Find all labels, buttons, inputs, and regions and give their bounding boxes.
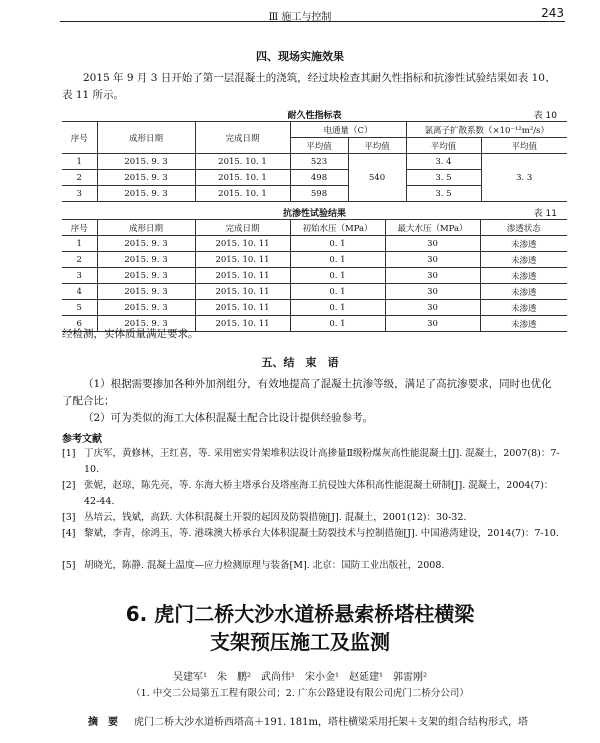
table-10 bbox=[62, 121, 567, 202]
reference-4: [4] 黎斌，李青，徐鸿玉，等. 港珠澳大桥承台大体积混凝土防裂技术与控制措施[J]. 中国港湾建设，2014(7)：7-10. bbox=[62, 528, 559, 539]
table-row: 1 2015. 9. 3 2015. 10. 1 523 540 3. 4 3. 3 bbox=[62, 154, 567, 170]
table-11-title: 抗渗性试验结果 bbox=[282, 209, 346, 219]
article-authors: 吴建军¹ 朱 鹏² 武尚伟¹ 宋小金¹ 赵延建¹ 郭雷刚² bbox=[172, 672, 428, 683]
reference-1: [1] 丁庆军，黄修林，王红喜，等. 采用密实骨架堆积法设计高掺量Ⅱ级粉煤灰高性能混凝土[J]. 混凝土，2007(8)：7-10. bbox=[62, 448, 560, 475]
references-title: 参考文献 bbox=[62, 434, 102, 445]
t10-h-done: 完成日期 bbox=[195, 122, 290, 154]
conclusion-2: （2）可为类似的海工大体积混凝土配合比设计提供经验参考。 bbox=[83, 412, 374, 424]
t10-h-diff-mean: 平均值 bbox=[481, 138, 567, 154]
t10-h-diff: 氯离子扩散系数（×10⁻¹²m²/s） bbox=[406, 122, 567, 138]
header-rule bbox=[60, 21, 565, 22]
t10-flux-mean: 540 bbox=[348, 154, 406, 202]
table-row: 6 2015. 9. 3 2015. 10. 11 0. 1 30 未渗透 bbox=[62, 316, 567, 332]
reference-2: [2] 张妮，赵琼，陈先亮，等. 东海大桥主塔承台及塔座海工抗侵蚀大体积高性能混凝土研制[J]. 混凝土，2004(7)：42-44. bbox=[62, 480, 554, 507]
table-row: 3 2015. 9. 3 2015. 10. 11 0. 1 30 未渗透 bbox=[62, 268, 567, 284]
t10-h-flux-mean: 平均值 bbox=[348, 138, 406, 154]
article-affiliation: （1. 中交二公局第五工程有限公司；2. 广东公路建设有限公司虎门二桥分公司） bbox=[131, 688, 469, 699]
table-11: 序号 成形日期 完成日期 初始水压（MPa） 最大水压（MPa） 渗透状态 1 2015. 9. 3 2015. 10. 11 0. 1 30 未渗透 2 2015. 9. 3 2015. 10. 11 0. 1 30 未渗透 3 2015. 9. 3 2015. 10. 11 0. 1 30 未渗透 4 2015. 9. 3 2015. 10. 11 0. 1 30 未渗透 5 2015. 9. 3 2015. 10. 11 0. 1 30 未渗透 6 2015. 9. 3 2015. 10. 11 0. 1 30 未渗透 bbox=[62, 219, 567, 332]
table-row: 1 2015. 9. 3 2015. 10. 11 0. 1 30 未渗透 bbox=[62, 236, 567, 252]
t10-h-flux: 电通量（C） bbox=[290, 122, 406, 138]
t10-diff-mean: 3. 3 bbox=[481, 154, 567, 202]
after-table-text: 经检测，实体质量满足要求。 bbox=[62, 328, 199, 340]
running-head: Ⅲ 施工与控制 bbox=[268, 12, 332, 23]
article-abstract bbox=[88, 713, 568, 728]
table-row: 4 2015. 9. 3 2015. 10. 11 0. 1 30 未渗透 bbox=[62, 284, 567, 300]
table-11-label: 表 11 bbox=[533, 209, 557, 219]
page-header bbox=[0, 0, 600, 22]
t10-h-form: 成形日期 bbox=[97, 122, 195, 154]
table-row: 3 2015. 9. 3 2015. 10. 1 598 3. 5 bbox=[62, 186, 567, 202]
table-10-caption bbox=[62, 108, 567, 120]
abstract-label: 摘 要 bbox=[88, 717, 118, 728]
t10-h-flux-avg: 平均值 bbox=[290, 138, 348, 154]
page-number: 243 bbox=[541, 6, 564, 20]
table-10-title: 耐久性指标表 bbox=[287, 111, 342, 121]
section-4-title: 四、现场实施效果 bbox=[256, 50, 344, 63]
t10-h-seq: 序号 bbox=[62, 122, 97, 154]
article-title-line-2: 支架预压施工及监测 bbox=[210, 630, 390, 654]
table-row: 2 2015. 9. 3 2015. 10. 11 0. 1 30 未渗透 bbox=[62, 252, 567, 268]
reference-3: [3] 丛培云，钱斌，高跃. 大体积混凝土开裂的起因及防裂措施[J]. 混凝土，2001(12)：30-32. bbox=[62, 512, 467, 523]
abstract-text: 虎门二桥大沙水道桥西塔高＋191. 181m，塔柱横梁采用托架＋支架的组合结构形式，塔 bbox=[134, 717, 529, 728]
conclusion-1: （1）根据需要掺加各种外加剂组分，有效地提高了混凝土抗渗等级，满足了高抗渗要求，同时也优化了配合比； bbox=[62, 378, 552, 407]
t10-h-diff-avg: 平均值 bbox=[406, 138, 481, 154]
reference-5: [5] 胡晓光，陈静. 混凝土温度—应力检测原理与装备[M]. 北京：国防工业出版社，2008. bbox=[62, 560, 445, 571]
table-row: 5 2015. 9. 3 2015. 10. 11 0. 1 30 未渗透 bbox=[62, 300, 567, 316]
intro-paragraph: 2015 年 9 月 3 日开始了第一层混凝土的浇筑，经过块检查其耐久性指标和抗渗性试验结果如表 10、表 11 所示。 bbox=[62, 72, 556, 101]
section-5-title: 五、结 束 语 bbox=[261, 356, 339, 369]
table-11-caption bbox=[62, 206, 567, 218]
article-title-line-1: 6. 虎门二桥大沙水道桥悬索桥塔柱横梁 bbox=[125, 602, 475, 626]
table-10-label: 表 10 bbox=[533, 111, 557, 121]
table-row: 2 2015. 9. 3 2015. 10. 1 498 3. 5 bbox=[62, 170, 567, 186]
